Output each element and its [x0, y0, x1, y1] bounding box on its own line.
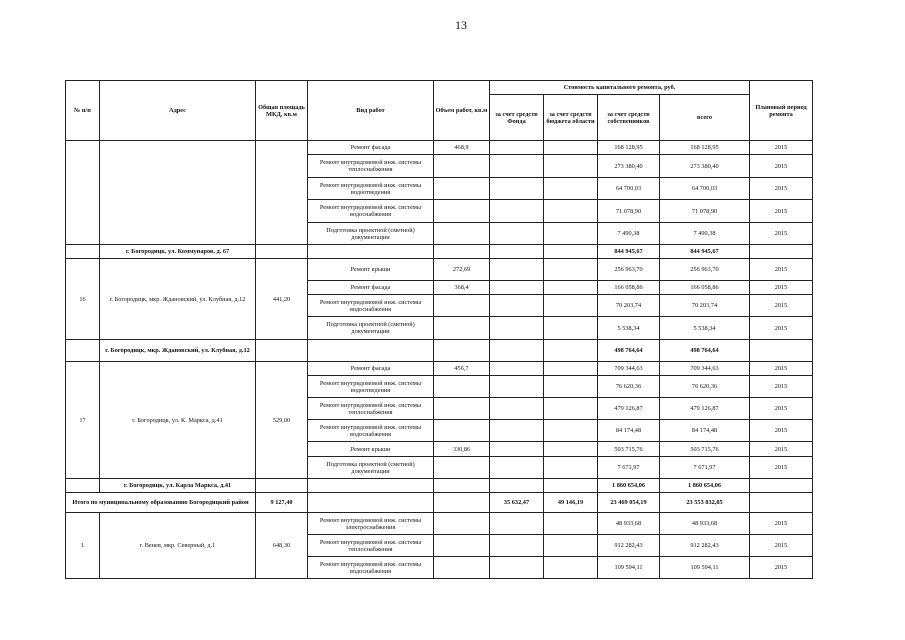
subtotal-total: 498 764,64: [660, 340, 750, 362]
volume-cell: [434, 200, 490, 223]
owners-cell: 273 380,40: [598, 155, 660, 178]
owners-cell: 479 126,87: [598, 398, 660, 420]
subtotal-owners: 1 860 654,06: [598, 479, 660, 493]
owners-cell: 7 490,38: [598, 223, 660, 245]
owners-cell: 48 933,68: [598, 513, 660, 535]
district-total-fund: 35 632,47: [490, 493, 544, 513]
fund-cell: [490, 178, 544, 200]
budget-cell: [544, 420, 598, 442]
budget-cell: [544, 295, 598, 317]
period-cell: 2015: [750, 442, 813, 457]
fund-cell: [490, 223, 544, 245]
volume-cell: [434, 398, 490, 420]
row-area-cell: [256, 479, 308, 493]
district-total-area: 9 127,40: [256, 493, 308, 513]
total-cell: 273 380,40: [660, 155, 750, 178]
owners-cell: 503 715,76: [598, 442, 660, 457]
volume-cell: [434, 557, 490, 579]
subtotal-row: [66, 479, 813, 493]
period-cell: 2015: [750, 178, 813, 200]
total-cell: 166 058,86: [660, 281, 750, 295]
table-row: [66, 141, 813, 155]
total-cell: 64 700,03: [660, 178, 750, 200]
fund-cell: [490, 295, 544, 317]
subtotal-address: г. Богородицк, ул. Коммунаров, д. 67: [100, 245, 256, 259]
owners-cell: 5 538,34: [598, 317, 660, 340]
fund-cell: [490, 479, 544, 493]
period-cell: 2015: [750, 557, 813, 579]
owners-cell: 70 203,74: [598, 295, 660, 317]
col-work-header: Вид работ: [308, 81, 434, 141]
row-num-cell: [66, 340, 100, 362]
volume-cell: [434, 513, 490, 535]
fund-cell: [490, 557, 544, 579]
work-cell: Ремонт внутридомовой инж. системы теплоснабжения: [308, 535, 434, 557]
col-cost-group-header: Стоимость капитального ремонта, руб.: [490, 81, 750, 95]
fund-cell: [490, 420, 544, 442]
fund-cell: [490, 155, 544, 178]
row-num-cell: [66, 479, 100, 493]
work-cell: Ремонт фасада: [308, 141, 434, 155]
volume-cell: [434, 223, 490, 245]
col-period-header: Плановый период ремонта: [750, 81, 813, 141]
owners-cell: 71 078,90: [598, 200, 660, 223]
budget-cell: [544, 362, 598, 376]
subtotal-total: 844 945,67: [660, 245, 750, 259]
work-cell: Подготовка проектной (сметной) документации: [308, 223, 434, 245]
page-number: 13: [455, 18, 467, 32]
owners-cell: 256 963,70: [598, 259, 660, 281]
row-area-cell: 441,20: [256, 259, 308, 340]
fund-cell: [490, 245, 544, 259]
work-cell: Ремонт внутридомовой инж. системы водоотведения: [308, 376, 434, 398]
budget-cell: [544, 200, 598, 223]
budget-cell: [544, 259, 598, 281]
work-cell: Ремонт крыши: [308, 442, 434, 457]
row-area-cell: [256, 340, 308, 362]
period-cell: 2015: [750, 398, 813, 420]
owners-cell: 912 282,43: [598, 535, 660, 557]
work-cell: [308, 493, 434, 513]
district-total-total: 23 553 832,85: [660, 493, 750, 513]
work-cell: Подготовка проектной (сметной) документации: [308, 317, 434, 340]
volume-cell: [434, 376, 490, 398]
volume-cell: [434, 155, 490, 178]
budget-cell: [544, 479, 598, 493]
district-total-budget: 49 146,19: [544, 493, 598, 513]
volume-cell: [434, 295, 490, 317]
period-cell: [750, 340, 813, 362]
total-cell: 168 128,95: [660, 141, 750, 155]
budget-cell: [544, 245, 598, 259]
period-cell: 2015: [750, 457, 813, 479]
subtotal-address: г. Богородицк, мкр. Ждановский, ул. Клубная, д.12: [100, 340, 256, 362]
owners-cell: 109 594,11: [598, 557, 660, 579]
col-area-header: Общая площадь МКД, кв.м: [256, 81, 308, 141]
period-cell: 2015: [750, 200, 813, 223]
district-total-label: Итого по муниципальному образованию Богородицкий район: [66, 493, 256, 513]
owners-cell: 168 128,95: [598, 141, 660, 155]
budget-cell: [544, 457, 598, 479]
repair-table: [65, 80, 813, 579]
fund-cell: [490, 141, 544, 155]
period-cell: 2015: [750, 420, 813, 442]
fund-cell: [490, 340, 544, 362]
work-cell: Ремонт фасада: [308, 362, 434, 376]
work-cell: Ремонт внутридомовой инж. системы водоснабжения: [308, 200, 434, 223]
budget-cell: [544, 535, 598, 557]
period-cell: [750, 493, 813, 513]
work-cell: Подготовка проектной (сметной) документации: [308, 457, 434, 479]
volume-cell: [434, 493, 490, 513]
budget-cell: [544, 398, 598, 420]
period-cell: [750, 479, 813, 493]
volume-cell: 330,86: [434, 442, 490, 457]
fund-cell: [490, 362, 544, 376]
total-cell: 7 671,97: [660, 457, 750, 479]
owners-cell: 76 620,36: [598, 376, 660, 398]
work-cell: Ремонт фасада: [308, 281, 434, 295]
row-num-cell: [66, 141, 100, 245]
volume-cell: [434, 457, 490, 479]
row-address-cell: [100, 141, 256, 245]
work-cell: Ремонт внутридомовой инж. системы водоотведения: [308, 178, 434, 200]
row-num-cell: 17: [66, 362, 100, 479]
total-cell: 84 174,48: [660, 420, 750, 442]
total-cell: 71 078,90: [660, 200, 750, 223]
total-cell: 912 282,43: [660, 535, 750, 557]
district-total-owners: 23 469 054,19: [598, 493, 660, 513]
header-row-top: [66, 81, 813, 95]
period-cell: 2015: [750, 223, 813, 245]
col-budget-header: за счет средств бюджета области: [544, 95, 598, 141]
table-row: [66, 362, 813, 376]
subtotal-address: г. Богородицк, ул. Карла Маркса, д.41: [100, 479, 256, 493]
col-fund-header: за счет средств Фонда: [490, 95, 544, 141]
period-cell: 2015: [750, 295, 813, 317]
period-cell: 2015: [750, 317, 813, 340]
row-area-cell: 529,00: [256, 362, 308, 479]
period-cell: 2015: [750, 376, 813, 398]
period-cell: 2015: [750, 362, 813, 376]
period-cell: [750, 245, 813, 259]
subtotal-owners: 844 945,67: [598, 245, 660, 259]
work-cell: Ремонт внутридомовой инж. системы водоснабжения: [308, 295, 434, 317]
table-row: [66, 513, 813, 535]
work-cell: Ремонт крыши: [308, 259, 434, 281]
volume-cell: [434, 340, 490, 362]
period-cell: 2015: [750, 535, 813, 557]
budget-cell: [544, 223, 598, 245]
col-address-header: Адрес: [100, 81, 256, 141]
budget-cell: [544, 376, 598, 398]
period-cell: 2015: [750, 141, 813, 155]
fund-cell: [490, 200, 544, 223]
col-total-header: всего: [660, 95, 750, 141]
total-cell: 76 620,36: [660, 376, 750, 398]
volume-cell: 456,7: [434, 362, 490, 376]
total-cell: 109 594,11: [660, 557, 750, 579]
work-cell: [308, 340, 434, 362]
subtotal-row: [66, 245, 813, 259]
col-volume-header: Объем работ, кв.м: [434, 81, 490, 141]
period-cell: 2015: [750, 513, 813, 535]
district-total-row: [66, 493, 813, 513]
volume-cell: 468,9: [434, 141, 490, 155]
subtotal-total: 1 860 654,06: [660, 479, 750, 493]
period-cell: 2015: [750, 281, 813, 295]
budget-cell: [544, 155, 598, 178]
total-cell: 48 933,68: [660, 513, 750, 535]
total-cell: 503 715,76: [660, 442, 750, 457]
volume-cell: 272,69: [434, 259, 490, 281]
total-cell: 709 344,63: [660, 362, 750, 376]
fund-cell: [490, 376, 544, 398]
work-cell: Ремонт внутридомовой инж. системы теплоснабжения: [308, 398, 434, 420]
col-num-header: № п/п: [66, 81, 100, 141]
total-cell: 479 126,87: [660, 398, 750, 420]
owners-cell: 166 058,86: [598, 281, 660, 295]
work-cell: Ремонт внутридомовой инж. системы водоснабжения: [308, 420, 434, 442]
row-area-cell: [256, 245, 308, 259]
fund-cell: [490, 281, 544, 295]
work-cell: [308, 245, 434, 259]
owners-cell: 709 344,63: [598, 362, 660, 376]
fund-cell: [490, 317, 544, 340]
table-row: [66, 259, 813, 281]
volume-cell: [434, 317, 490, 340]
work-cell: Ремонт внутридомовой инж. системы теплоснабжения: [308, 155, 434, 178]
budget-cell: [544, 340, 598, 362]
owners-cell: 7 671,97: [598, 457, 660, 479]
owners-cell: 84 174,48: [598, 420, 660, 442]
volume-cell: [434, 178, 490, 200]
budget-cell: [544, 442, 598, 457]
fund-cell: [490, 457, 544, 479]
subtotal-row: [66, 340, 813, 362]
subtotal-owners: 498 764,64: [598, 340, 660, 362]
period-cell: 2015: [750, 155, 813, 178]
row-address-cell: г. Венев, мкр. Северный, д.1: [100, 513, 256, 579]
row-num-cell: 16: [66, 259, 100, 340]
volume-cell: [434, 535, 490, 557]
budget-cell: [544, 317, 598, 340]
fund-cell: [490, 398, 544, 420]
work-cell: Ремонт внутридомовой инж. системы электроснабжения: [308, 513, 434, 535]
total-cell: 70 203,74: [660, 295, 750, 317]
volume-cell: [434, 479, 490, 493]
row-address-cell: г. Богородицк, мкр. Ждановский, ул. Клубная, д.12: [100, 259, 256, 340]
row-area-cell: [256, 141, 308, 245]
budget-cell: [544, 513, 598, 535]
budget-cell: [544, 281, 598, 295]
total-cell: 5 538,34: [660, 317, 750, 340]
fund-cell: [490, 259, 544, 281]
volume-cell: [434, 420, 490, 442]
work-cell: Ремонт внутридомовой инж. системы водоснабжения: [308, 557, 434, 579]
period-cell: 2015: [750, 259, 813, 281]
budget-cell: [544, 178, 598, 200]
volume-cell: 368,4: [434, 281, 490, 295]
fund-cell: [490, 513, 544, 535]
total-cell: 7 490,38: [660, 223, 750, 245]
row-num-cell: [66, 245, 100, 259]
row-num-cell: 1: [66, 513, 100, 579]
owners-cell: 64 700,03: [598, 178, 660, 200]
budget-cell: [544, 141, 598, 155]
total-cell: 256 963,70: [660, 259, 750, 281]
col-owners-header: за счет средств собственников: [598, 95, 660, 141]
fund-cell: [490, 535, 544, 557]
row-area-cell: 648,30: [256, 513, 308, 579]
volume-cell: [434, 245, 490, 259]
row-address-cell: г. Богородицк, ул. К. Маркса, д.41: [100, 362, 256, 479]
fund-cell: [490, 442, 544, 457]
work-cell: [308, 479, 434, 493]
budget-cell: [544, 557, 598, 579]
